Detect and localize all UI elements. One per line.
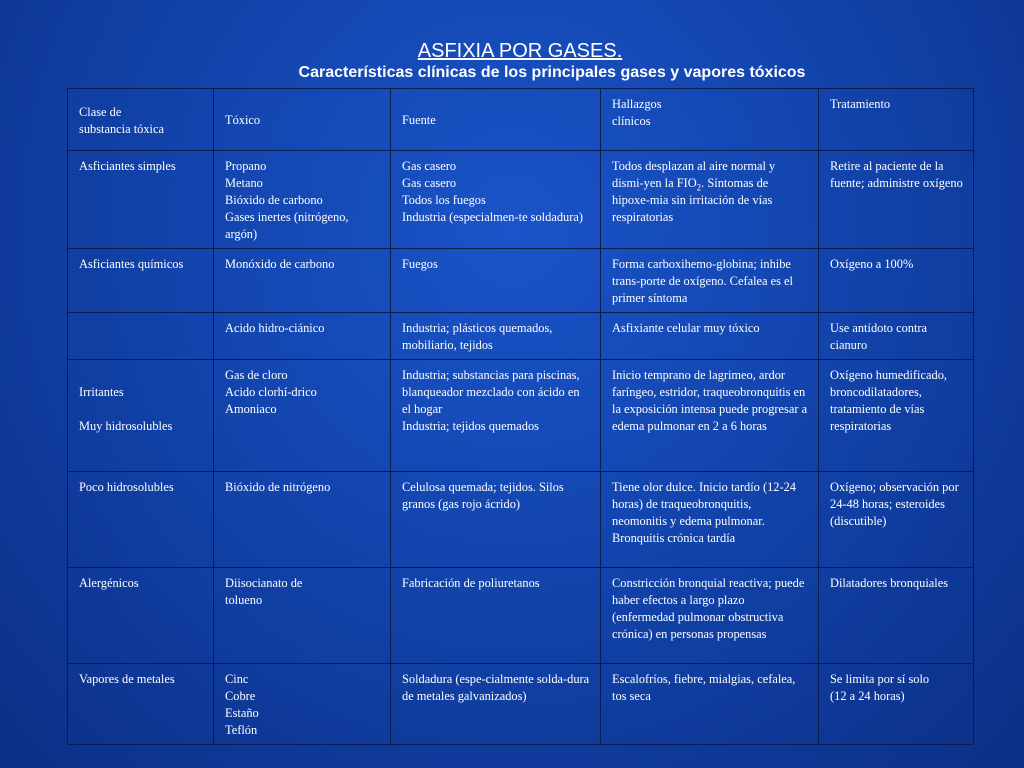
cell-clase: Asficiantes químicos xyxy=(68,249,214,313)
header-tratamiento: Tratamiento xyxy=(819,89,974,151)
cell-clase xyxy=(68,313,214,360)
table-header-row xyxy=(68,89,974,151)
cell-fuente: Industria; substancias para piscinas, blanqueador mezclado con ácido en el hogar Industria; tejidos quemados xyxy=(391,360,601,472)
header-hallazgos: Hallazgos clínicos xyxy=(601,89,819,151)
table-row xyxy=(68,249,974,313)
cell-hallazgos: Inicio temprano de lagrimeo, ardor faríngeo, estridor, traqueobronquitis en la exposición intensa puede progresar a edema pulmonar en 2 a 6 horas xyxy=(601,360,819,472)
table-row xyxy=(68,360,974,472)
cell-hallazgos: Asfixiante celular muy tóxico xyxy=(601,313,819,360)
cell-toxico: Bióxido de nitrógeno xyxy=(214,472,391,568)
cell-toxico: Monóxido de carbono xyxy=(214,249,391,313)
header-clase: Clase de substancia tóxica xyxy=(68,89,214,151)
cell-toxico: Diisocianato de tolueno xyxy=(214,568,391,664)
cell-tratamiento: Oxígeno; observación por 24-48 horas; esteroides (discutible) xyxy=(819,472,974,568)
table-row xyxy=(68,664,974,745)
cell-hallazgos: Escalofríos, fiebre, mialgias, cefalea, tos seca xyxy=(601,664,819,745)
cell-hallazgos: Constricción bronquial reactiva; puede haber efectos a largo plazo (enfermedad pulmonar obstructiva crónica) en personas propensas xyxy=(601,568,819,664)
cell-fuente: Gas casero Gas casero Todos los fuegos Industria (especialmen-te soldadura) xyxy=(391,151,601,249)
cell-clase: Vapores de metales xyxy=(68,664,214,745)
cell-fuente: Fabricación de poliuretanos xyxy=(391,568,601,664)
gases-table xyxy=(67,88,974,745)
cell-tratamiento: Se limita por sí solo (12 a 24 horas) xyxy=(819,664,974,745)
cell-tratamiento: Dilatadores bronquiales xyxy=(819,568,974,664)
page-title: ASFIXIA POR GASES. xyxy=(417,40,623,62)
cell-hallazgos: Tiene olor dulce. Inicio tardío (12-24 horas) de traqueobronquitis, neomonitis y edema pulmonar. Bronquitis crónica tardía xyxy=(601,472,819,568)
cell-fuente: Fuegos xyxy=(391,249,601,313)
cell-tratamiento: Oxígeno a 100% xyxy=(819,249,974,313)
cell-fuente: Soldadura (espe-cialmente solda-dura de metales galvanizados) xyxy=(391,664,601,745)
header-fuente: Fuente xyxy=(391,89,601,151)
table-row xyxy=(68,568,974,664)
cell-clase: Poco hidrosolubles xyxy=(68,472,214,568)
header-toxico: Tóxico xyxy=(214,89,391,151)
cell-clase: Irritantes Muy hidrosolubles xyxy=(68,360,214,472)
cell-hallazgos: Forma carboxihemo-globina; inhibe trans-porte de oxígeno. Cefalea es el primer síntoma xyxy=(601,249,819,313)
cell-tratamiento: Retire al paciente de la fuente; administre oxígeno xyxy=(819,151,974,249)
cell-clase: Alergénicos xyxy=(68,568,214,664)
cell-toxico: Cinc Cobre Estaño Teflón xyxy=(214,664,391,745)
cell-tratamiento: Oxígeno humedificado, broncodilatadores, tratamiento de vías respiratorias xyxy=(819,360,974,472)
cell-toxico: Propano Metano Bióxido de carbono Gases inertes (nitrógeno, argón) xyxy=(214,151,391,249)
cell-toxico: Gas de cloro Acido clorhí-drico Amoniaco xyxy=(214,360,391,472)
cell-tratamiento: Use antídoto contra cianuro xyxy=(819,313,974,360)
table-row xyxy=(68,313,974,360)
table-row xyxy=(68,151,974,249)
page-subtitle: Características clínicas de los principales gases y vapores tóxicos xyxy=(298,64,806,81)
cell-toxico: Acido hidro-ciánico xyxy=(214,313,391,360)
cell-hallazgos: Todos desplazan al aire normal y dismi-yen la $FIO_2$. Síntomas de hipoxe-mia sin irritación de vías respiratorias xyxy=(601,151,819,249)
cell-fuente: Industria; plásticos quemados, mobiliario, tejidos xyxy=(391,313,601,360)
table-row xyxy=(68,472,974,568)
cell-fuente: Celulosa quemada; tejidos. Silos granos (gas rojo ácrido) xyxy=(391,472,601,568)
cell-clase: Asficiantes simples xyxy=(68,151,214,249)
